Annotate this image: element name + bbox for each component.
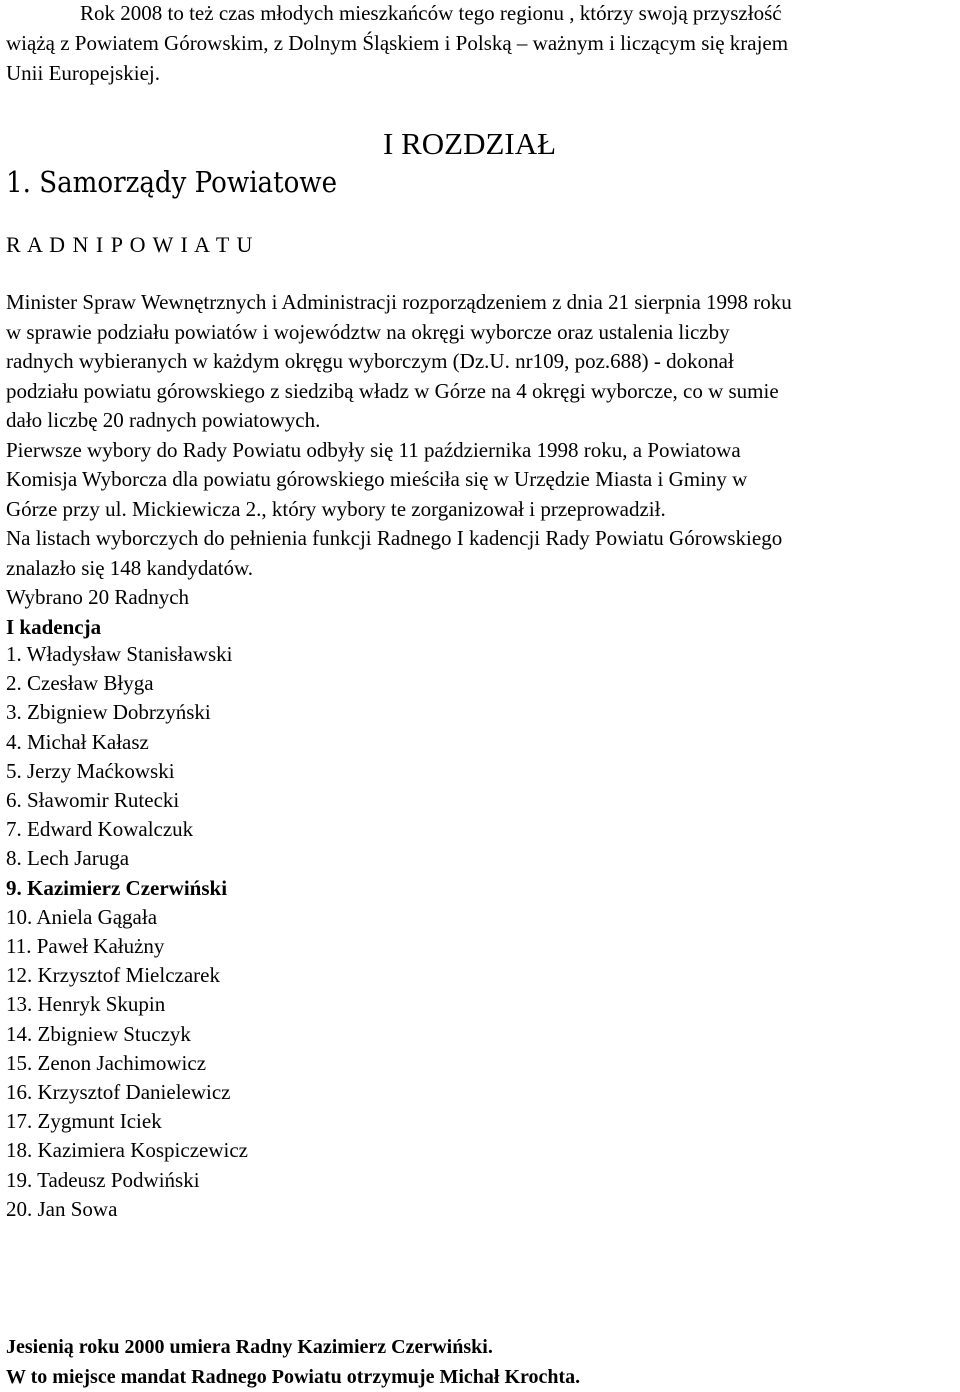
paragraph-line: znalazło się 148 kandydatów. bbox=[6, 555, 254, 580]
paragraph-line: dało liczbę 20 radnych powiatowych. bbox=[6, 408, 321, 432]
list-item: 6. Sławomir Rutecki bbox=[6, 788, 180, 813]
subheading: R A D N I P O W I A T U bbox=[6, 232, 254, 257]
list-item: 15. Zenon Jachimowicz bbox=[6, 1050, 207, 1075]
councillor-list bbox=[6, 640, 248, 1224]
list-item: 20. Jan Sowa bbox=[6, 1196, 118, 1221]
paragraph-line: Minister Spraw Wewnętrznych i Administracji rozporządzeniem z dnia 21 sierpnia 1998 roku bbox=[6, 290, 792, 314]
paragraph-line: w sprawie podziału powiatów i województw na okręgi wyborcze oraz ustalenia liczby bbox=[6, 319, 730, 344]
list-item: 16. Krzysztof Danielewicz bbox=[6, 1080, 231, 1105]
paragraph-line: Na listach wyborczych do pełnienia funkcji Radnego I kadencji Rady Powiatu Górowskiego bbox=[6, 526, 783, 550]
intro-paragraph bbox=[6, 0, 956, 88]
list-item: 3. Zbigniew Dobrzyński bbox=[6, 700, 211, 725]
list-item: 11. Paweł Kałużny bbox=[6, 934, 165, 959]
list-item: 17. Zygmunt Iciek bbox=[6, 1109, 162, 1134]
paragraph-line: Górze przy ul. Mickiewicza 2., który wybory te zorganizował i przeprowadził. bbox=[6, 496, 666, 521]
paragraph-line: podziału powiatu górowskiego z siedzibą władz w Górze na 4 okręgi wyborcze, co w sumie bbox=[6, 378, 779, 403]
paragraph-line: Pierwsze wybory do Rady Powiatu odbyły się 11 października 1998 roku, a Powiatowa bbox=[6, 437, 741, 462]
list-item: 9. Kazimierz Czerwiński bbox=[6, 875, 228, 900]
footer-note bbox=[6, 1332, 580, 1392]
list-item: 7. Edward Kowalczuk bbox=[6, 817, 194, 842]
section-heading: 1. Samorządy Powiatowe bbox=[6, 165, 338, 199]
paragraph-line: Komisja Wyborcza dla powiatu górowskiego mieściła się w Urzędzie Miasta i Gminy w bbox=[6, 467, 748, 491]
list-item: 19. Tadeusz Podwiński bbox=[6, 1167, 200, 1192]
list-item: 13. Henryk Skupin bbox=[6, 992, 166, 1017]
list-item: 2. Czesław Błyga bbox=[6, 671, 154, 696]
list-item: 10. Aniela Gągała bbox=[6, 904, 158, 929]
list-item: 18. Kazimiera Kospiczewicz bbox=[6, 1138, 248, 1163]
list-item: 12. Krzysztof Mielczarek bbox=[6, 963, 220, 988]
intro-line-1: Rok 2008 to też czas młodych mieszkańców tego regionu , którzy swoją przyszłość bbox=[80, 1, 782, 25]
term-heading: I kadencja bbox=[6, 614, 102, 639]
list-item: 4. Michał Kałasz bbox=[6, 729, 149, 754]
footer-line-2: W to miejsce mandat Radnego Powiatu otrzymuje Michał Krochta. bbox=[6, 1366, 581, 1388]
footer-line-1: Jesienią roku 2000 umiera Radny Kazimierz Czerwiński. bbox=[6, 1336, 493, 1358]
chapter-title: I ROZDZIAŁ bbox=[383, 126, 557, 161]
paragraph-line: radnych wybieranych w każdym okręgu wyborczym (Dz.U. nr109, poz.688) - dokonał bbox=[6, 349, 734, 373]
intro-line-3: Unii Europejskiej. bbox=[6, 61, 160, 85]
list-item: 5. Jerzy Maćkowski bbox=[6, 758, 175, 783]
list-item: 1. Władysław Stanisławski bbox=[6, 642, 233, 666]
intro-line-2: wiążą z Powiatem Górowskim, z Dolnym Śląskiem i Polską – ważnym i liczącym się krajem bbox=[6, 31, 789, 55]
list-item: 14. Zbigniew Stuczyk bbox=[6, 1021, 191, 1046]
paragraph-regulation bbox=[6, 288, 958, 642]
elected-count: Wybrano 20 Radnych bbox=[6, 585, 190, 609]
list-item: 8. Lech Jaruga bbox=[6, 846, 130, 871]
